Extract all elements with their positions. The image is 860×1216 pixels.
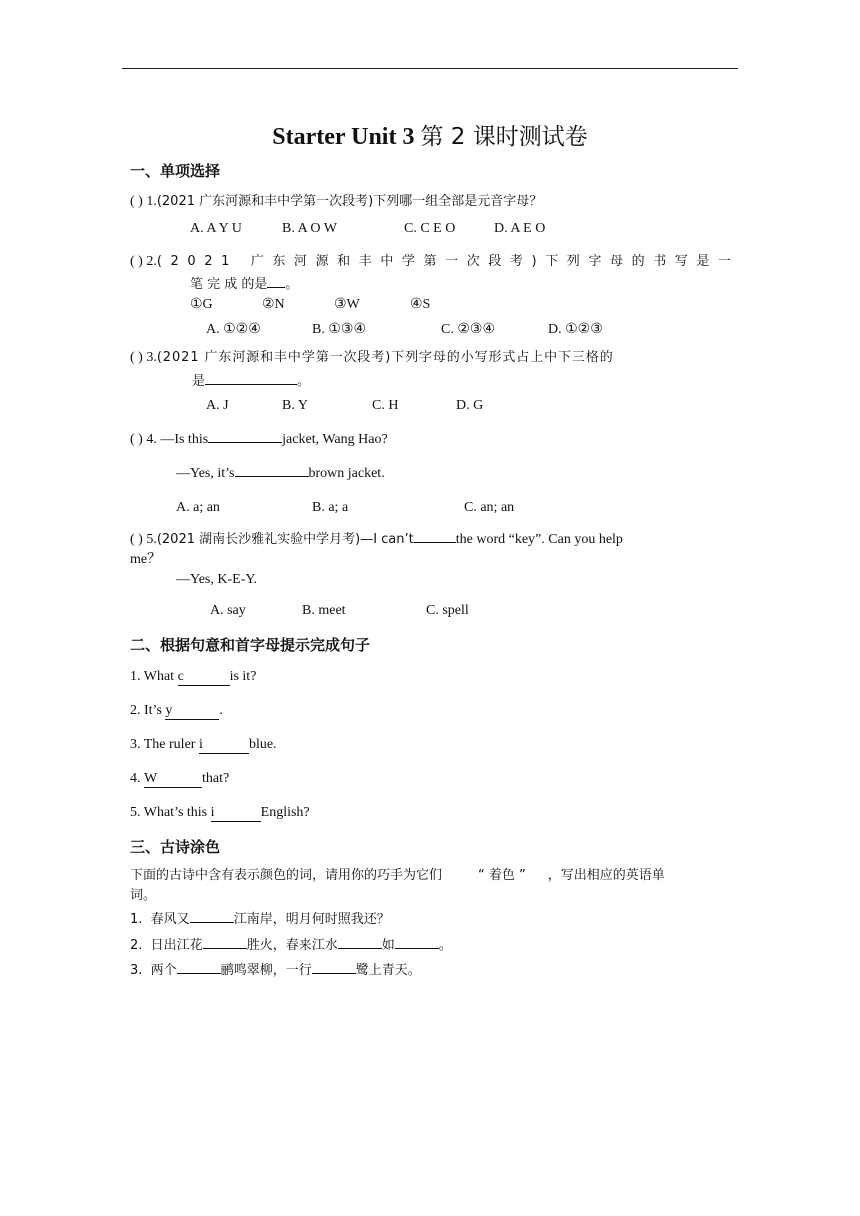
question-1-paren: ( ) 1. — [130, 194, 157, 209]
fill-blank-5[interactable] — [211, 805, 261, 822]
poem-text: 鹭上青天。 — [355, 963, 421, 978]
fill-item-text: 4. — [130, 771, 144, 786]
fill-item-4 — [130, 771, 229, 788]
poem-2 — [130, 934, 452, 953]
question-3-paren: ( ) 3. — [130, 350, 157, 365]
question-3-stem2: 是 — [192, 374, 206, 389]
question-3-stem: (2021 广东河源和丰中学第一次段考)下列字母的小写形式占上中下三格的 — [156, 350, 614, 365]
poem-text: 。 — [438, 938, 452, 953]
question-3 — [130, 346, 614, 366]
poem-text: 日出江花 — [150, 938, 203, 953]
section-heading-3: 三、古诗涂色 — [130, 838, 221, 856]
hint-letter: i — [198, 737, 203, 752]
fill-blank-4[interactable] — [144, 771, 202, 788]
question-2-stem2: 笔 完 成 的是 — [190, 277, 268, 292]
poem-3-blank-1[interactable] — [177, 973, 221, 974]
q5-option-b[interactable]: B. meet — [302, 603, 346, 618]
q2-letter-3: ③W — [334, 297, 360, 312]
title-chinese: 第 2 课时测试卷 — [420, 124, 588, 150]
question-5-stem: (2021 湖南长沙雅礼实验中学月考)—I can’t — [156, 532, 414, 547]
part3-intro-tail: ，写出相应的英语单 — [547, 868, 665, 883]
q3-answer-blank[interactable] — [205, 384, 297, 385]
question-4 — [130, 432, 388, 448]
poem-2-blank-3[interactable] — [395, 948, 439, 949]
fill-item-text: 3. The ruler — [130, 737, 199, 752]
part3-intro-text: 下面的古诗中含有表示颜色的词，请用你的巧手为它们 — [130, 868, 443, 883]
question-5-line3: —Yes, K-E-Y. — [176, 572, 258, 587]
question-4-stem-end: jacket, Wang Hao? — [282, 432, 388, 447]
poem-text: 鹂鸣翠柳，一行 — [220, 963, 312, 978]
fill-item-text-end: that? — [202, 771, 230, 786]
q3-option-d[interactable]: D. G — [456, 398, 484, 413]
q2-option-c[interactable]: C. ②③④ — [441, 322, 495, 337]
hint-letter: c — [177, 669, 184, 684]
fill-item-3 — [130, 737, 277, 754]
q3-option-c[interactable]: C. H — [372, 398, 399, 413]
q5-option-c[interactable]: C. spell — [426, 603, 469, 618]
q2-letter-1: ①G — [190, 297, 213, 312]
question-3-line2 — [192, 370, 310, 389]
poem-text: 春风又 — [150, 912, 190, 927]
question-4-reply-end: brown jacket. — [308, 466, 385, 481]
q4-blank-2[interactable] — [235, 476, 309, 477]
q1-option-a[interactable]: A. A Y U — [190, 221, 242, 236]
header-rule — [122, 68, 738, 69]
question-4-stem: ( ) 4. —Is this — [130, 432, 209, 447]
fill-item-5 — [130, 805, 310, 822]
q4-option-b[interactable]: B. a; a — [312, 500, 349, 515]
q5-blank[interactable] — [414, 542, 456, 543]
question-4-line2 — [176, 466, 385, 482]
fill-item-2 — [130, 703, 223, 720]
q1-option-b[interactable]: B. A O W — [282, 221, 337, 236]
hint-letter: i — [210, 805, 215, 820]
poem-text: 江南岸，明月何时照我还？ — [233, 912, 390, 927]
part3-intro — [130, 864, 665, 883]
fill-item-text: 1. What — [130, 669, 178, 684]
section-heading-2: 二、根据句意和首字母提示完成句子 — [130, 636, 371, 654]
q2-option-a[interactable]: A. ①②④ — [206, 322, 261, 337]
question-5-paren: ( ) 5. — [130, 532, 157, 547]
fill-item-text: 2. It’s — [130, 703, 166, 718]
poem-number: 3. — [130, 963, 143, 978]
section-heading-1: 一、单项选择 — [130, 162, 221, 180]
question-1 — [130, 190, 542, 210]
poem-1-blank[interactable] — [190, 922, 234, 923]
q2-letter-2: ②N — [262, 297, 285, 312]
question-2-stem: (2021 广东河源和丰中学第一次段考)下列字母的书写是一 — [156, 254, 740, 269]
page-title — [0, 118, 860, 151]
fill-blank-3[interactable] — [199, 737, 249, 754]
part3-intro-line2: 词。 — [130, 888, 157, 903]
title-english: Starter Unit 3 — [272, 124, 415, 150]
q4-option-a[interactable]: A. a; an — [176, 500, 220, 515]
question-1-stem: (2021 广东河源和丰中学第一次段考)下列哪一组全部是元音字母？ — [156, 194, 543, 209]
q1-option-c[interactable]: C. C E O — [404, 221, 456, 236]
hint-letter: y — [165, 703, 173, 718]
fill-blank-1[interactable] — [178, 669, 230, 686]
q2-option-d[interactable]: D. ①②③ — [548, 322, 603, 337]
question-5-stem-end: the word “key”. Can you help — [455, 532, 623, 547]
poem-2-blank-2[interactable] — [338, 948, 382, 949]
q3-option-a[interactable]: A. J — [206, 398, 229, 413]
poem-text: 两个 — [150, 963, 177, 978]
question-2 — [130, 250, 740, 270]
fill-item-text-end: English? — [260, 805, 310, 820]
poem-text: 如 — [381, 938, 395, 953]
hint-letter: W — [144, 771, 158, 786]
poem-3 — [130, 959, 421, 978]
part3-intro-quote: “ 着色 ” — [478, 868, 526, 883]
fill-item-text: 5. What’s this — [130, 805, 211, 820]
poem-1 — [130, 908, 390, 927]
poem-2-blank-1[interactable] — [203, 948, 247, 949]
fill-item-1 — [130, 669, 256, 686]
q4-option-c[interactable]: C. an; an — [464, 500, 515, 515]
q4-blank-1[interactable] — [208, 442, 282, 443]
q2-answer-blank[interactable] — [267, 287, 285, 288]
fill-item-text-end: is it? — [229, 669, 257, 684]
question-4-reply: —Yes, it’s — [176, 466, 235, 481]
fill-blank-2[interactable] — [165, 703, 219, 720]
poem-3-blank-2[interactable] — [312, 973, 356, 974]
question-2-stem2-end: 。 — [285, 277, 299, 292]
q2-option-b[interactable]: B. ①③④ — [312, 322, 366, 337]
poem-text: 胜火，春来江水 — [246, 938, 338, 953]
question-5-line2: me？ — [130, 552, 162, 567]
poem-number: 2. — [130, 938, 143, 953]
question-3-stem2-end: 。 — [297, 374, 311, 389]
question-2-paren: ( ) 2. — [130, 254, 157, 269]
q1-option-d[interactable]: D. A E O — [494, 221, 546, 236]
q2-letter-4: ④S — [410, 297, 431, 312]
poem-number: 1. — [130, 912, 143, 927]
fill-item-text-end: . — [219, 703, 223, 718]
question-5 — [130, 528, 623, 548]
q5-option-a[interactable]: A. say — [210, 603, 246, 618]
fill-item-text-end: blue. — [248, 737, 277, 752]
q3-option-b[interactable]: B. Y — [282, 398, 308, 413]
question-2-line2 — [190, 273, 298, 292]
